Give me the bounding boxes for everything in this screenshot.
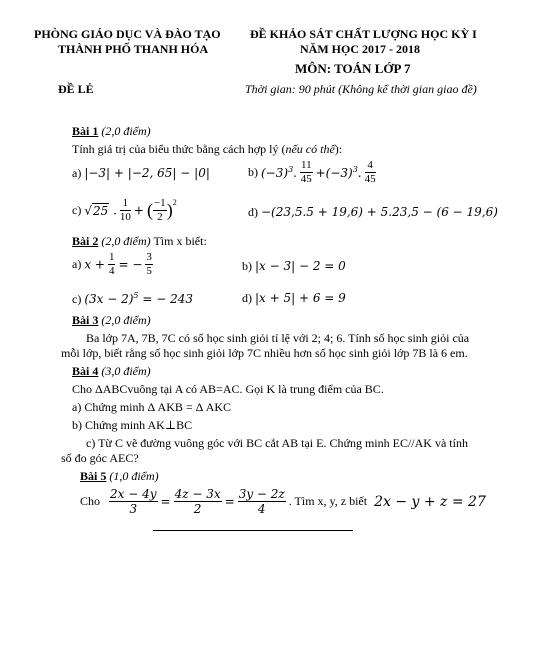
equals-sign: = xyxy=(160,494,171,509)
paren-open: ( xyxy=(146,200,153,220)
item-label: a) xyxy=(72,166,82,180)
problem-2b xyxy=(242,259,346,274)
denominator: 5 xyxy=(146,265,152,277)
expression-part: x + xyxy=(84,257,105,272)
department-line-1: PHÒNG GIÁO DỤC VÀ ĐÀO TẠO xyxy=(34,27,221,41)
base: (3x − 2) xyxy=(84,292,134,306)
problem-4c-line-2: số đo góc AEC? xyxy=(61,451,139,465)
problem-1b xyxy=(248,160,376,185)
intro-text: Tính giá trị của biểu thức bằng cách hợp lý ( xyxy=(72,142,286,156)
problem-2-heading xyxy=(72,234,207,249)
denominator: 10 xyxy=(119,211,131,223)
problem-1-heading xyxy=(72,124,151,139)
fraction xyxy=(300,160,313,185)
fraction-2 xyxy=(174,488,222,515)
denominator: 4 xyxy=(257,502,266,516)
fraction xyxy=(120,198,131,223)
numerator: 1 xyxy=(120,198,131,211)
numerator: 3 xyxy=(146,251,152,263)
term: +(−3) xyxy=(315,166,353,180)
expression xyxy=(84,292,193,306)
sqrt: √25 . xyxy=(84,203,117,218)
expression-part: $+(-3)^3$. xyxy=(315,165,362,180)
problem-4-points: (3,0 điểm) xyxy=(98,364,151,378)
denominator: 3 xyxy=(129,502,138,516)
item-label: b) xyxy=(248,165,258,179)
item-label: c) xyxy=(72,203,82,217)
denominator: 2 xyxy=(157,211,163,223)
expression: −(23,5.5 + 19,6) + 5.23,5 − (6 − 19,6) xyxy=(261,205,498,219)
denominator: 45 xyxy=(364,173,376,185)
numerator: 11 xyxy=(300,159,312,171)
numerator: 2x − 4y xyxy=(110,487,157,501)
time-note: Thời gian: 90 phút (Không kể thời gian giao đề) xyxy=(245,82,477,96)
problem-1a xyxy=(72,166,210,181)
item-label: d) xyxy=(248,205,258,219)
expression-part: = − xyxy=(118,257,143,272)
problem-5-statement xyxy=(80,488,486,515)
problem-2a xyxy=(72,252,153,277)
denominator: 4 xyxy=(108,265,115,277)
problem-4-title: Bài 4 xyxy=(72,364,99,378)
expression: |x − 3| − 2 = 0 xyxy=(255,259,346,273)
paren-close: ) xyxy=(166,200,173,220)
problem-2c xyxy=(72,291,193,307)
problem-4-statement: Cho ΔABCvuông tại A có AB=AC. Gọi K là trung điểm của BC. xyxy=(72,382,384,396)
problem-3-line-1: Ba lớp 7A, 7B, 7C có số học sinh giỏi tỉ lệ với 2; 4; 6. Tính số học sinh giỏi của xyxy=(86,331,470,345)
problem-5-title: Bài 5 xyxy=(80,469,107,483)
numerator: 3y − 2z xyxy=(238,487,285,501)
school-year: NĂM HỌC 2017 - 2018 xyxy=(300,42,420,56)
rest: = − 243 xyxy=(138,292,193,306)
problem-4c-line-1: c) Từ C vẽ đường vuông góc với BC cắt AB tại E. Chứng minh EC//AK và tính xyxy=(86,436,468,450)
exponent: 2 xyxy=(172,198,177,207)
problem-3-line-2: mỗi lớp, biết rằng số học sinh giỏi lớp 7C nhiều hơn số học sinh giỏi lớp 7B là 6 em. xyxy=(61,346,468,360)
problem-2-intro: Tìm x biết: xyxy=(150,234,207,248)
radicand: 25 xyxy=(92,203,109,218)
condition: 2x − y + z = 27 xyxy=(374,493,486,510)
exam-title: ĐỀ KHẢO SÁT CHẤT LƯỢNG HỌC KỲ I xyxy=(250,27,477,41)
department-line-2: THÀNH PHỐ THANH HÓA xyxy=(58,42,209,56)
problem-1-title: Bài 1 xyxy=(72,124,99,138)
problem-1c xyxy=(72,198,177,223)
problem-3-title: Bài 3 xyxy=(72,313,99,327)
problem-4-heading xyxy=(72,364,151,379)
problem-3-heading xyxy=(72,313,151,328)
problem-4a: a) Chứng minh Δ AKB = Δ AKC xyxy=(72,400,232,414)
problem-2-title: Bài 2 xyxy=(72,234,99,248)
fraction xyxy=(108,252,116,277)
fraction-1 xyxy=(109,488,158,515)
statement-tail: . Tìm x, y, z biết xyxy=(288,494,368,508)
expression: |−3| + |−2, 65| − |0| xyxy=(84,166,210,180)
item-label: d) xyxy=(242,291,252,305)
problem-1-intro xyxy=(72,142,342,157)
intro-note: nếu có thể xyxy=(285,142,335,156)
subject-line: MÔN: TOÁN LỚP 7 xyxy=(295,61,411,76)
problem-4b: b) Chứng minh AK⊥BC xyxy=(72,418,193,432)
expression: |x + 5| + 6 = 9 xyxy=(255,291,346,305)
problem-3-points: (2,0 điểm) xyxy=(98,313,151,327)
item-label: b) xyxy=(242,259,252,273)
item-label: a) xyxy=(72,257,82,271)
fraction xyxy=(153,198,167,223)
problem-2-points: (2,0 điểm) xyxy=(98,234,151,248)
term: (−3) xyxy=(261,166,289,180)
exponent: 5 xyxy=(133,291,139,300)
fraction xyxy=(365,160,376,185)
item-label: c) xyxy=(72,292,82,306)
denominator: 2 xyxy=(193,502,202,516)
denominator: 45 xyxy=(300,173,312,185)
numerator: 4z − 3x xyxy=(174,487,221,501)
exponent: 3 xyxy=(288,165,294,174)
exam-version: ĐỀ LẺ xyxy=(58,82,94,96)
exponent: 3 xyxy=(352,165,358,174)
problem-2d xyxy=(242,291,346,306)
numerator: 4 xyxy=(365,160,376,173)
fraction-3 xyxy=(238,488,286,515)
numerator: −1 xyxy=(153,197,166,209)
expression: $(-3)^3$. xyxy=(261,165,297,180)
intro-end: ): xyxy=(334,142,343,156)
fraction xyxy=(145,252,153,277)
cho-label: Cho xyxy=(80,494,101,508)
plus-sign: + xyxy=(133,203,144,218)
numerator: 1 xyxy=(108,251,115,263)
problem-5-heading xyxy=(80,469,159,484)
end-divider xyxy=(153,530,353,531)
problem-1-points: (2,0 điểm) xyxy=(98,124,151,138)
equals-sign: = xyxy=(224,494,235,509)
problem-1d xyxy=(248,205,498,220)
problem-5-points: (1,0 điểm) xyxy=(106,469,159,483)
